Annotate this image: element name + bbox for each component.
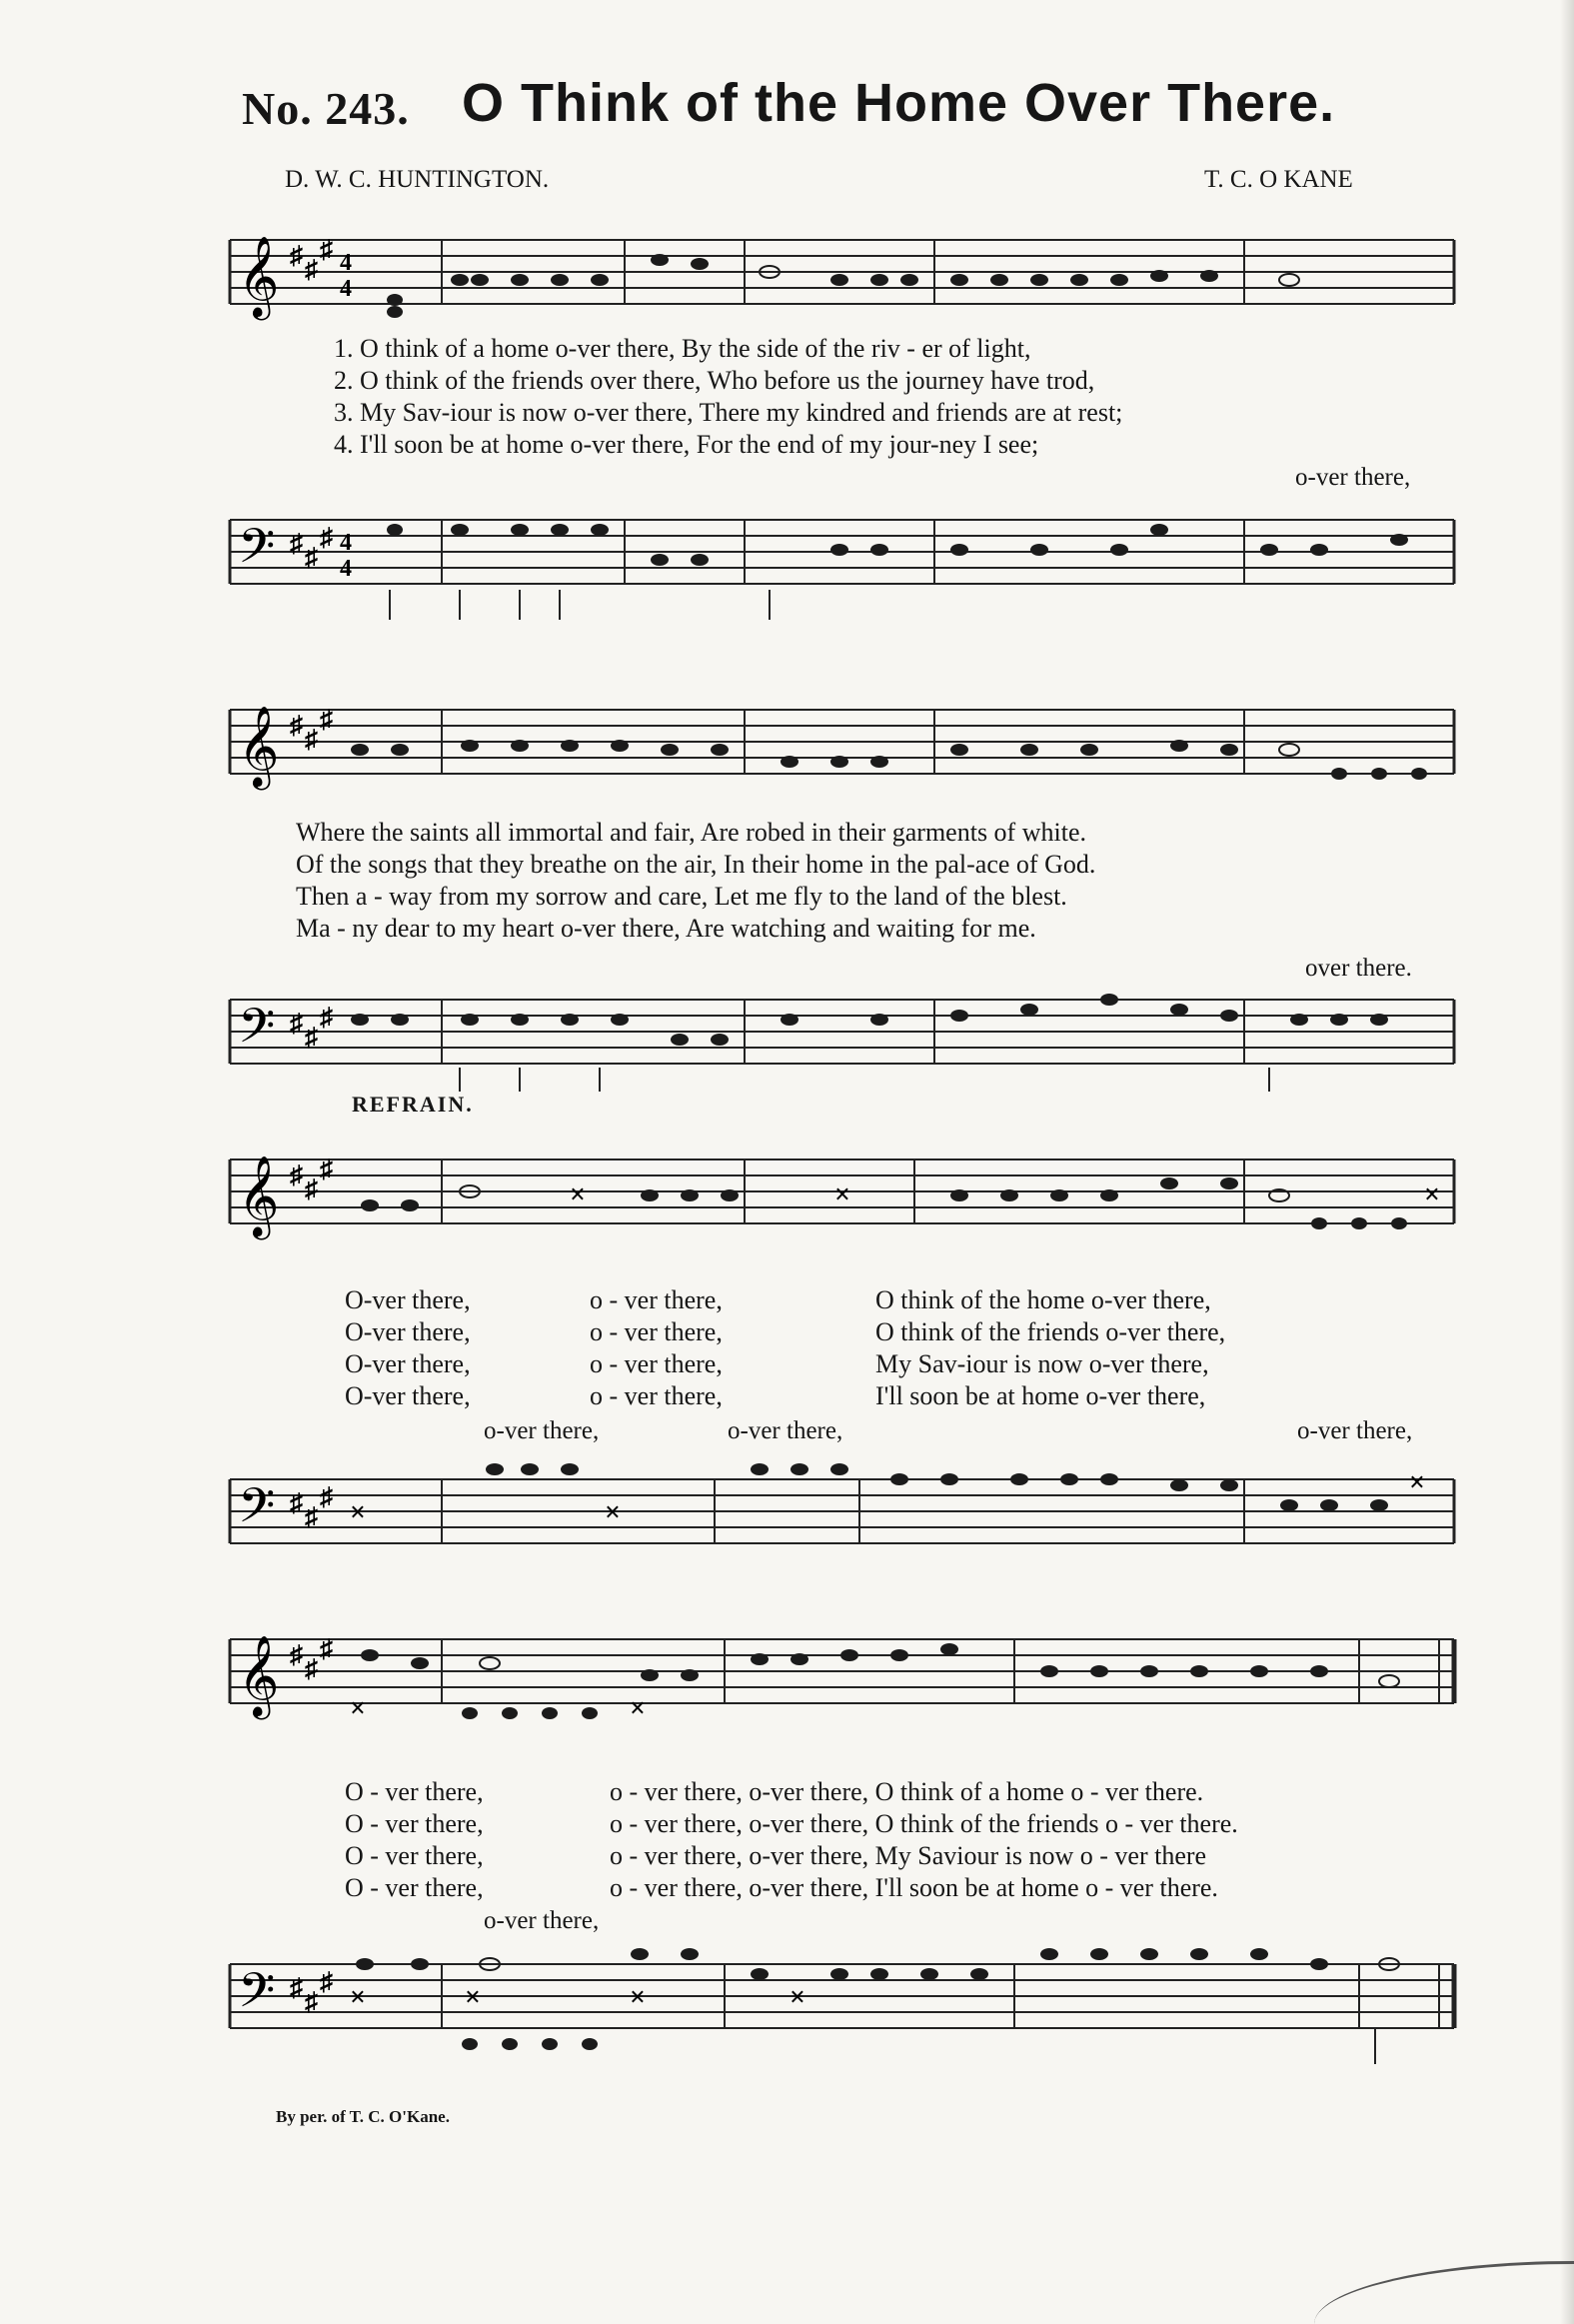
svg-text:4: 4 [340,530,352,556]
svg-text:×: × [350,1982,366,2013]
bass-staff-1 [0,490,1574,630]
svg-text:×: × [465,1982,481,2013]
svg-text:♯: ♯ [305,255,318,284]
bass-staff-4 [0,1934,1574,2084]
refrain-a-line-3-part-1: O-ver there, [345,1349,471,1378]
refrain-a-line-4-part-2: o - ver there, [590,1381,723,1410]
permission-credit: By per. of T. C. O'Kane. [276,2107,450,2126]
svg-text:×: × [630,1982,646,2013]
svg-text:♯: ♯ [305,543,318,572]
svg-text:♯: ♯ [290,711,303,740]
svg-text:♯: ♯ [305,1174,318,1203]
svg-text:×: × [789,1982,805,2013]
svg-text:♯: ♯ [290,1973,303,2002]
svg-text:♯: ♯ [320,705,333,734]
refrain-cue-1: o-ver there, [484,1417,600,1444]
svg-text:♯: ♯ [320,1003,333,1032]
bass-staff-3 [0,1449,1574,1579]
refrain-b-line-1-part-1: O - ver there, [345,1777,484,1806]
refrain-cue-3: o-ver there, [1297,1417,1413,1444]
page-curl [1314,2261,1574,2324]
verse-line-1a: 1. O think of a home o-ver there, By the side of the riv - er of light, [334,334,1031,363]
refrain-a-line-1-part-3: O think of the home o-ver there, [875,1285,1211,1314]
treble-staff-3 [0,1140,1574,1259]
svg-text:♯: ♯ [290,1161,303,1189]
svg-text:4: 4 [340,250,352,276]
svg-text:×: × [1409,1467,1425,1498]
refrain-b-line-2-part-1: O - ver there, [345,1809,484,1838]
svg-text:4: 4 [340,276,352,302]
svg-text:4: 4 [340,556,352,582]
refrain-a-line-4-part-3: I'll soon be at home o-ver there, [875,1381,1206,1410]
svg-text:♯: ♯ [305,1654,318,1683]
svg-text:♯: ♯ [320,523,333,552]
svg-text:𝄞: 𝄞 [238,705,280,787]
refrain-a-line-1-part-1: O-ver there, [345,1285,471,1314]
refrain-b-cue: o-ver there, [484,1907,600,1934]
verse-line-4a: 4. I'll soon be at home o-ver there, For the end of my jour-ney I see; [334,430,1039,459]
hymn-title: O Think of the Home Over There. [462,73,1336,133]
refrain-b-line-2-part-2: o - ver there, o-ver there, O think of the friends o - ver there. [610,1809,1238,1838]
refrain-a-line-1-part-2: o - ver there, [590,1285,723,1314]
svg-text:×: × [350,1497,366,1528]
refrain-b-line-4-part-2: o - ver there, o-ver there, I'll soon be at home o - ver there. [610,1873,1218,1902]
svg-text:♯: ♯ [290,241,303,270]
svg-text:×: × [1424,1179,1440,1210]
treble-staff-2 [0,690,1574,810]
refrain-a-line-2-part-2: o - ver there, [590,1317,723,1346]
svg-text:♯: ♯ [320,1155,333,1183]
svg-text:♯: ♯ [305,1987,318,2016]
refrain-cue-2: o-ver there, [728,1417,843,1444]
author-credit: T. C. O KANE [1204,166,1353,193]
treble-staff-1 [0,220,1574,330]
svg-text:♯: ♯ [305,725,318,754]
svg-text:𝄢: 𝄢 [238,1477,276,1545]
verse-line-2b: Of the songs that they breathe on the air, In their home in the pal-ace of God. [296,850,1096,879]
composer-credit: D. W. C. HUNTINGTON. [285,166,550,193]
refrain-b-line-3-part-1: O - ver there, [345,1841,484,1870]
svg-text:♯: ♯ [305,1502,318,1531]
verse-line-2a: 2. O think of the friends over there, Who before us the journey have trod, [334,366,1095,395]
svg-text:𝄢: 𝄢 [238,518,276,586]
refrain-a-line-2-part-3: O think of the friends o-ver there, [875,1317,1226,1346]
refrain-a-line-3-part-3: My Sav-iour is now o-ver there, [875,1349,1209,1378]
svg-text:𝄢: 𝄢 [238,998,276,1066]
refrain-label: REFRAIN. [352,1092,474,1117]
refrain-a-line-2-part-1: O-ver there, [345,1317,471,1346]
svg-text:♯: ♯ [290,529,303,558]
refrain-b-line-1-part-2: o - ver there, o-ver there, O think of a home o - ver there. [610,1777,1204,1806]
svg-text:𝄞: 𝄞 [238,235,280,317]
cue-over-there-2: over there. [1305,955,1412,982]
treble-staff-4 [0,1619,1574,1739]
hymn-number: No. 243. [242,83,410,134]
svg-text:×: × [605,1497,621,1528]
refrain-b-line-3-part-2: o - ver there, o-ver there, My Saviour is now o - ver there [610,1841,1207,1870]
svg-text:𝄞: 𝄞 [238,1155,280,1236]
refrain-a-line-4-part-1: O-ver there, [345,1381,471,1410]
svg-text:×: × [630,1693,646,1724]
hymn-header [0,0,1574,240]
refrain-a-line-3-part-2: o - ver there, [590,1349,723,1378]
verse-line-1b: Where the saints all immortal and fair, Are robed in their garments of white. [296,818,1086,847]
svg-text:♯: ♯ [320,1634,333,1663]
svg-text:♯: ♯ [290,1488,303,1517]
svg-text:𝄞: 𝄞 [238,1634,280,1716]
svg-text:𝄢: 𝄢 [238,1962,276,2030]
svg-text:♯: ♯ [320,1967,333,1996]
svg-text:×: × [834,1179,850,1210]
svg-text:♯: ♯ [320,235,333,264]
svg-text:♯: ♯ [305,1023,318,1052]
verse-line-3b: Then a - way from my sorrow and care, Let me fly to the land of the blest. [296,882,1067,911]
verse-line-4b: Ma - ny dear to my heart o-ver there, Are watching and waiting for me. [296,914,1036,943]
svg-text:♯: ♯ [290,1640,303,1669]
bass-staff-2 [0,980,1574,1100]
verse-line-3a: 3. My Sav-iour is now o-ver there, There my kindred and friends are at rest; [334,398,1123,427]
svg-text:×: × [570,1179,586,1210]
svg-text:♯: ♯ [320,1482,333,1511]
cue-over-there-1: o-ver there, [1295,464,1411,491]
refrain-b-line-4-part-1: O - ver there, [345,1873,484,1902]
svg-text:♯: ♯ [290,1009,303,1038]
svg-text:×: × [350,1693,366,1724]
